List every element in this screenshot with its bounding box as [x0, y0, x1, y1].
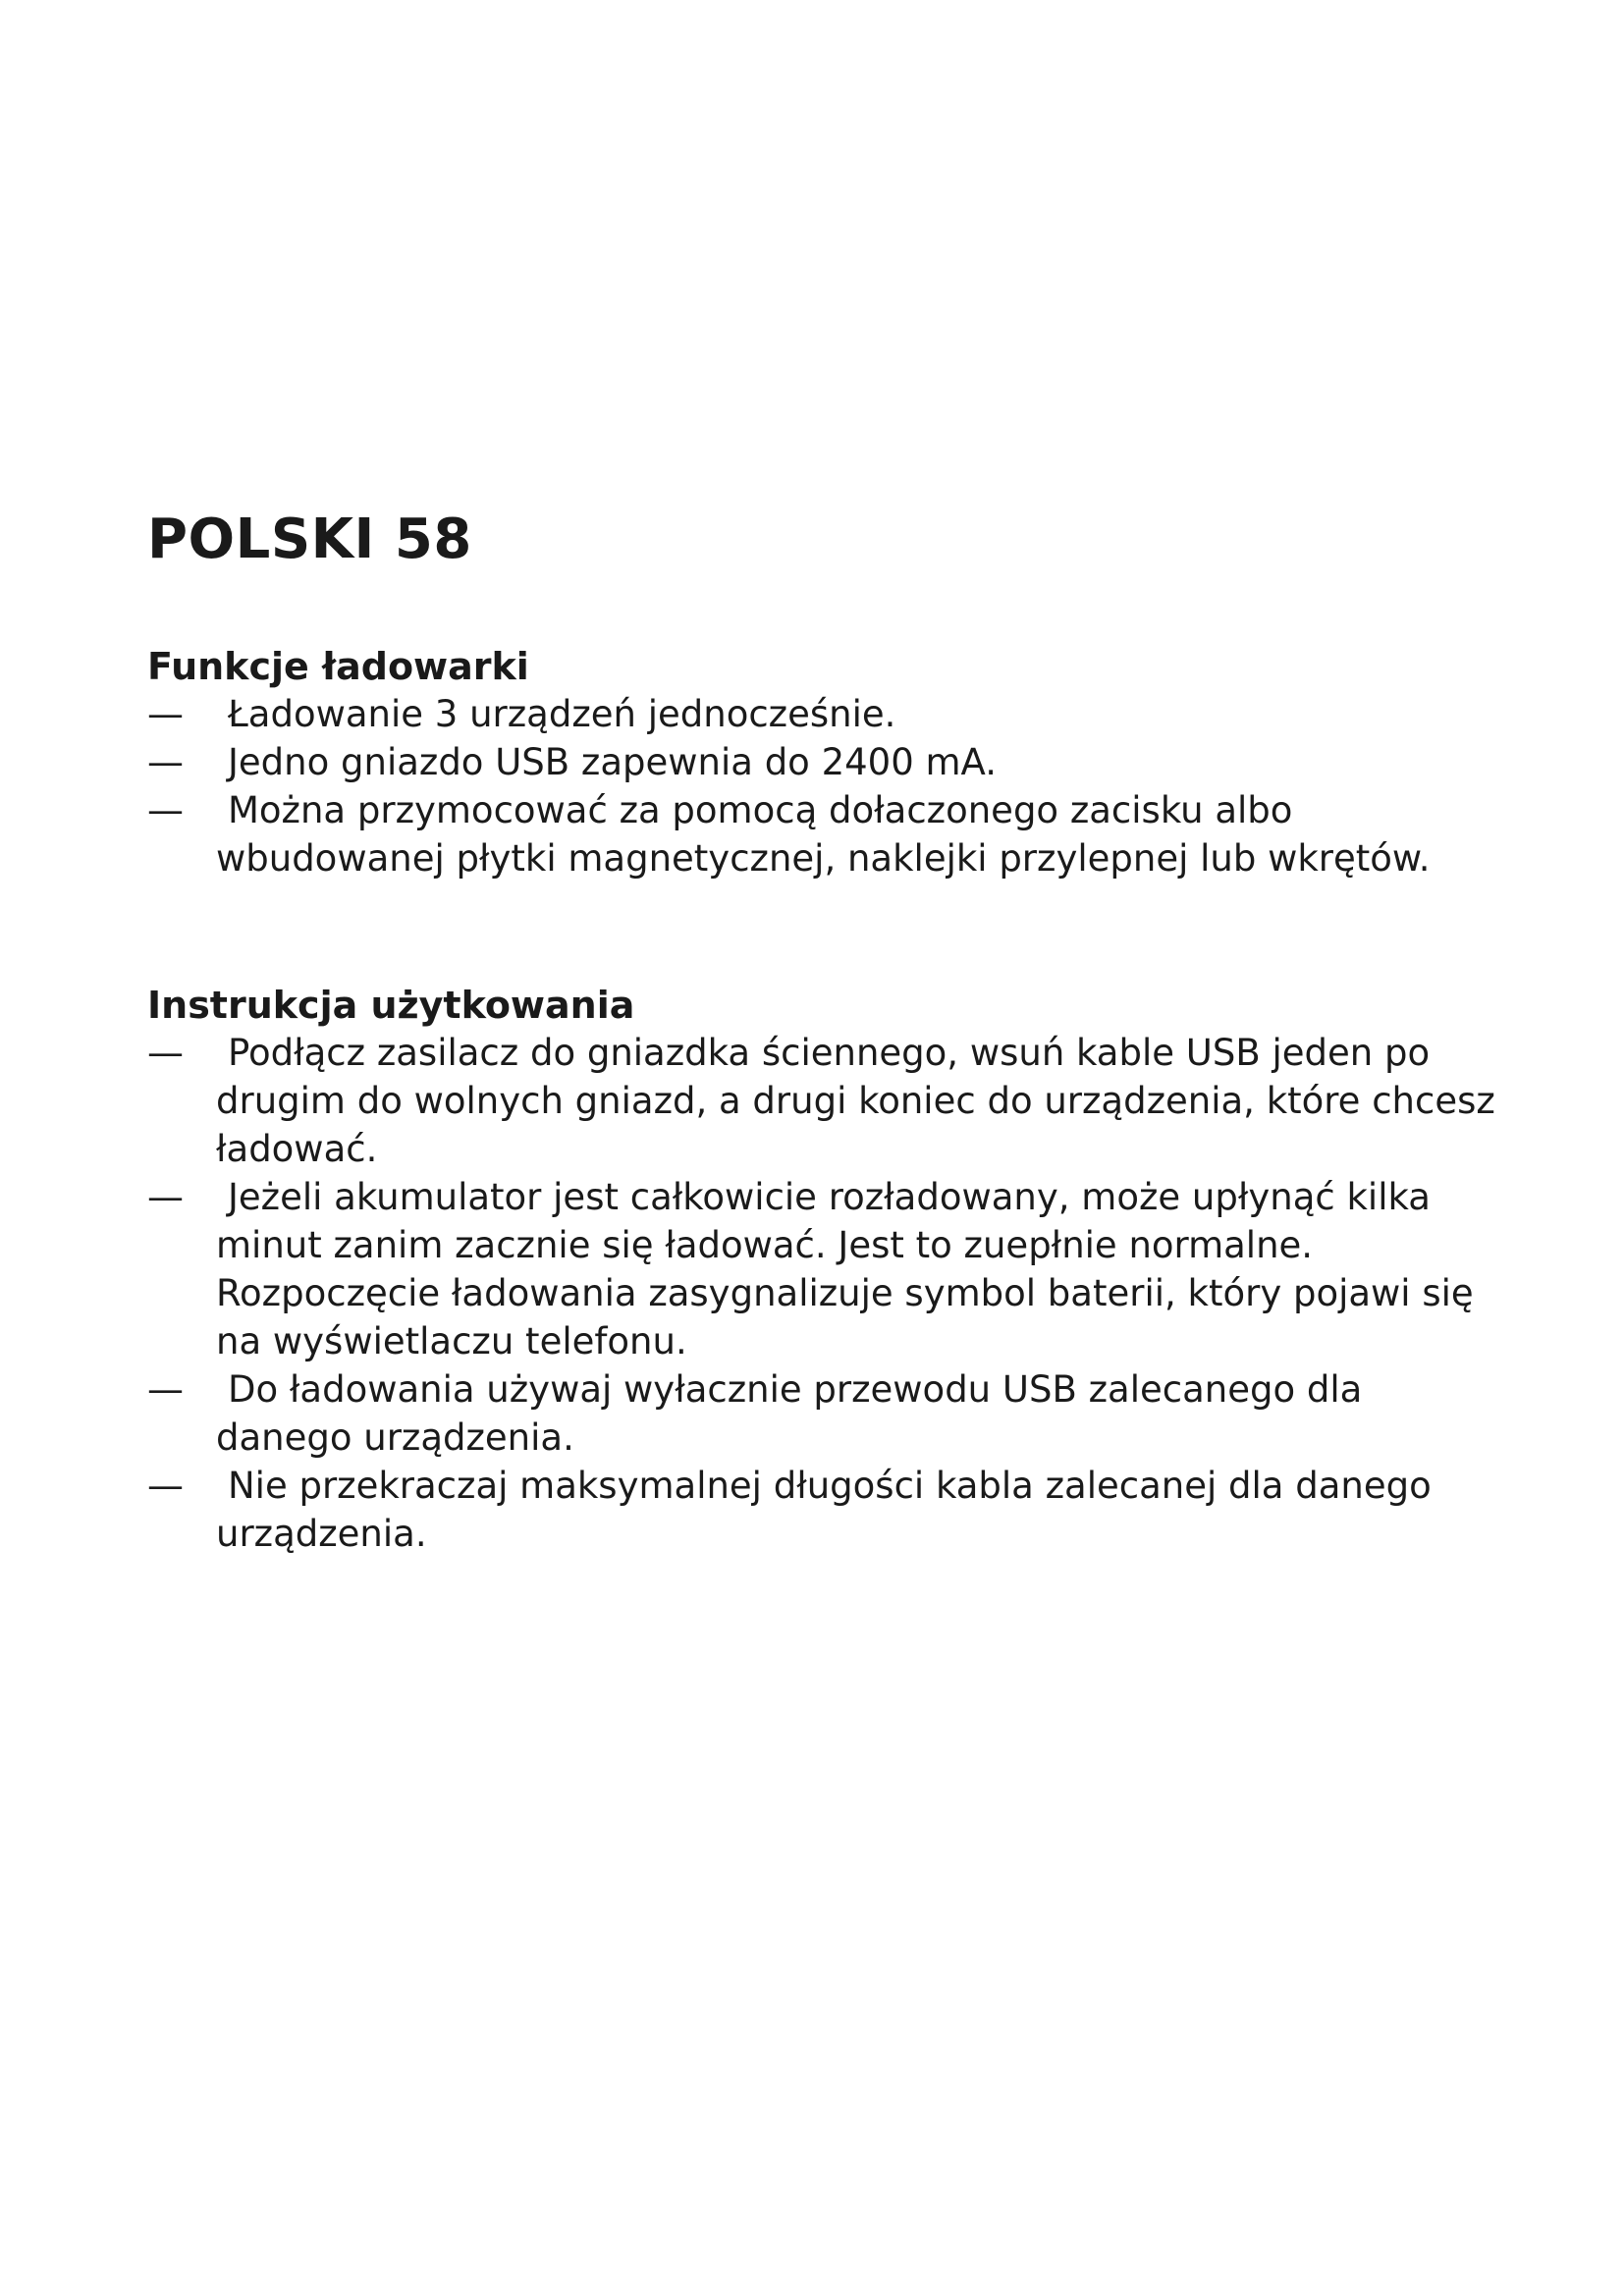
section-heading: Funkcje ładowarki	[147, 645, 529, 688]
list-item	[147, 1029, 1502, 1173]
list-item	[147, 690, 1502, 738]
bullet-list	[147, 1029, 1502, 1558]
section-charger-features	[147, 643, 1502, 882]
bullet-list	[147, 690, 1502, 882]
dash-bullet: —	[147, 1368, 184, 1411]
list-item	[147, 738, 1502, 786]
list-item-text: Można przymocować za pomocą dołaczonego zacisku albo wbudowanej płytki magnetycznej, naklejki przylepnej lub wkrętów.	[216, 789, 1431, 880]
dash-bullet: —	[147, 693, 184, 735]
dash-bullet: —	[147, 1032, 184, 1074]
list-item-text: Ładowanie 3 urządzeń jednocześnie.	[228, 693, 896, 735]
dash-bullet: —	[147, 1465, 184, 1507]
list-item-text: Nie przekraczaj maksymalnej długości kabla zalecanej dla danego urządzenia.	[216, 1465, 1432, 1555]
list-item	[147, 1173, 1502, 1365]
section-usage-instructions	[147, 982, 1502, 1558]
list-item	[147, 1462, 1502, 1558]
dash-bullet: —	[147, 1176, 184, 1218]
list-item-text: Jeżeli akumulator jest całkowicie rozładowany, może upłynąć kilka minut zanim zacznie się ładować. Jest to zuepłnie normalne. Rozpoczęcie ładowania zasygnalizuje symbol baterii, który pojawi się na wyświetlaczu telefonu.	[216, 1176, 1474, 1362]
dash-bullet: —	[147, 741, 184, 783]
dash-bullet: —	[147, 789, 184, 831]
page-title: POLSKI 58	[147, 507, 472, 571]
list-item-text: Jedno gniazdo USB zapewnia do 2400 mA.	[228, 741, 997, 783]
list-item-text: Do ładowania używaj wyłacznie przewodu USB zalecanego dla danego urządzenia.	[216, 1368, 1363, 1459]
list-item	[147, 1365, 1502, 1462]
section-heading: Instrukcja użytkowania	[147, 984, 635, 1027]
list-item-text: Podłącz zasilacz do gniazdka ściennego, wsuń kable USB jeden po drugim do wolnych gniazd, a drugi koniec do urządzenia, które chcesz ładować.	[216, 1032, 1495, 1170]
list-item	[147, 786, 1502, 882]
